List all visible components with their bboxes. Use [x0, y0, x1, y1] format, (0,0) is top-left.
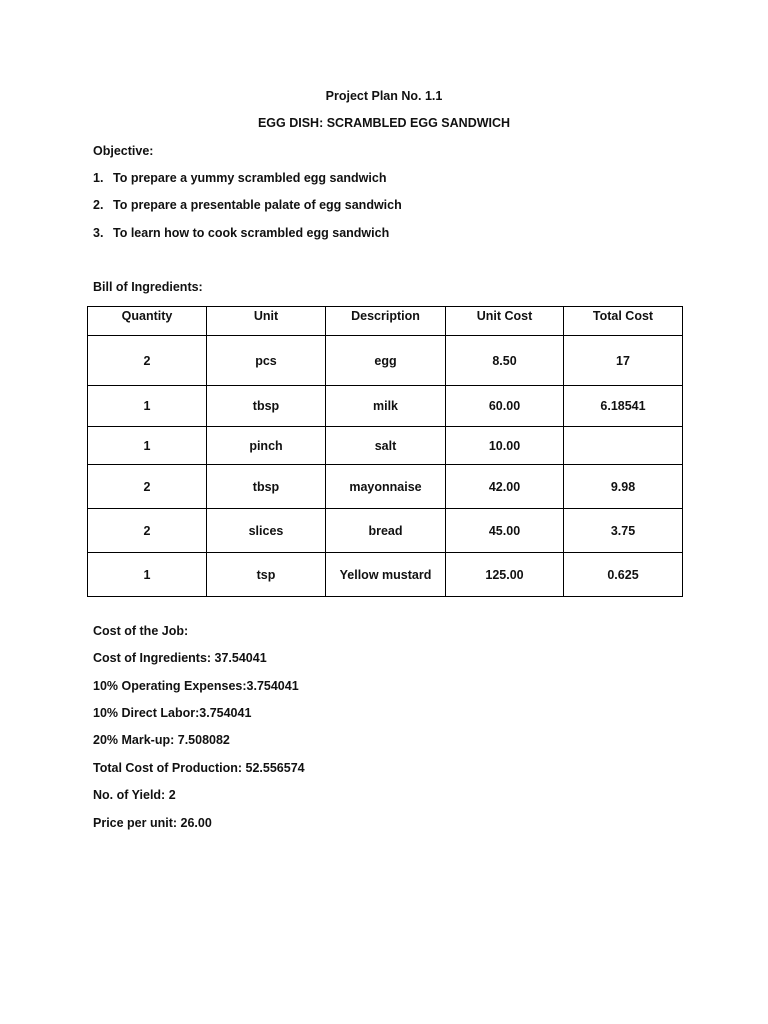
cell-description: Yellow mustard [326, 553, 446, 597]
cost-of-ingredients: Cost of Ingredients: 37.54041 [93, 651, 267, 665]
cell-total-cost: 17 [564, 336, 683, 386]
cell-unit-cost: 8.50 [446, 336, 564, 386]
cell-total-cost: 6.18541 [564, 386, 683, 427]
cell-unit: slices [207, 509, 326, 553]
objective-item-text: To learn how to cook scrambled egg sandwich [113, 226, 390, 240]
price-per-unit: Price per unit: 26.00 [93, 816, 212, 830]
cost-heading: Cost of the Job: [93, 624, 189, 638]
ingredients-heading: Bill of Ingredients: [93, 280, 203, 294]
cell-quantity: 1 [88, 553, 207, 597]
ingredients-table [87, 306, 683, 597]
cell-quantity: 1 [88, 427, 207, 465]
table-row [88, 465, 683, 509]
cell-total-cost [564, 427, 683, 465]
direct-labor: 10% Direct Labor:3.754041 [93, 706, 252, 720]
mark-up: 20% Mark-up: 7.508082 [93, 733, 230, 747]
cell-unit-cost: 10.00 [446, 427, 564, 465]
cell-quantity: 2 [88, 336, 207, 386]
objective-item-number: 3. [93, 226, 104, 240]
total-cost-of-production: Total Cost of Production: 52.556574 [93, 761, 305, 775]
objective-item [93, 197, 402, 213]
column-header-unit: Unit [207, 307, 326, 336]
cell-total-cost: 9.98 [564, 465, 683, 509]
objective-item-text: To prepare a yummy scrambled egg sandwich [113, 171, 387, 185]
cell-unit: pinch [207, 427, 326, 465]
cell-description: mayonnaise [326, 465, 446, 509]
column-header-unit-cost: Unit Cost [446, 307, 564, 336]
cell-description: milk [326, 386, 446, 427]
cell-quantity: 1 [88, 386, 207, 427]
table-header-row [88, 307, 683, 336]
cell-description: salt [326, 427, 446, 465]
cell-unit-cost: 45.00 [446, 509, 564, 553]
objective-item-text: To prepare a presentable palate of egg sandwich [113, 198, 402, 212]
table-row [88, 336, 683, 386]
cell-quantity: 2 [88, 465, 207, 509]
objective-item [93, 225, 389, 241]
plan-title: Project Plan No. 1.1 [325, 89, 443, 103]
cell-quantity: 2 [88, 509, 207, 553]
table-row [88, 553, 683, 597]
table-row [88, 509, 683, 553]
cell-unit: tsp [207, 553, 326, 597]
column-header-total-cost: Total Cost [564, 307, 683, 336]
cell-unit: pcs [207, 336, 326, 386]
dish-title: EGG DISH: SCRAMBLED EGG SANDWICH [257, 116, 511, 130]
number-of-yield: No. of Yield: 2 [93, 788, 176, 802]
cell-unit: tbsp [207, 386, 326, 427]
cell-total-cost: 3.75 [564, 509, 683, 553]
operating-expenses: 10% Operating Expenses:3.754041 [93, 679, 299, 693]
column-header-quantity: Quantity [88, 307, 207, 336]
cell-description: bread [326, 509, 446, 553]
cell-unit-cost: 60.00 [446, 386, 564, 427]
objective-item-number: 1. [93, 171, 104, 185]
cell-description: egg [326, 336, 446, 386]
table-row [88, 427, 683, 465]
objective-heading: Objective: [93, 144, 154, 158]
table-row [88, 386, 683, 427]
cell-unit-cost: 42.00 [446, 465, 564, 509]
objective-item [93, 170, 386, 186]
cell-unit-cost: 125.00 [446, 553, 564, 597]
cell-total-cost: 0.625 [564, 553, 683, 597]
column-header-description: Description [326, 307, 446, 336]
objective-item-number: 2. [93, 198, 104, 212]
cell-unit: tbsp [207, 465, 326, 509]
